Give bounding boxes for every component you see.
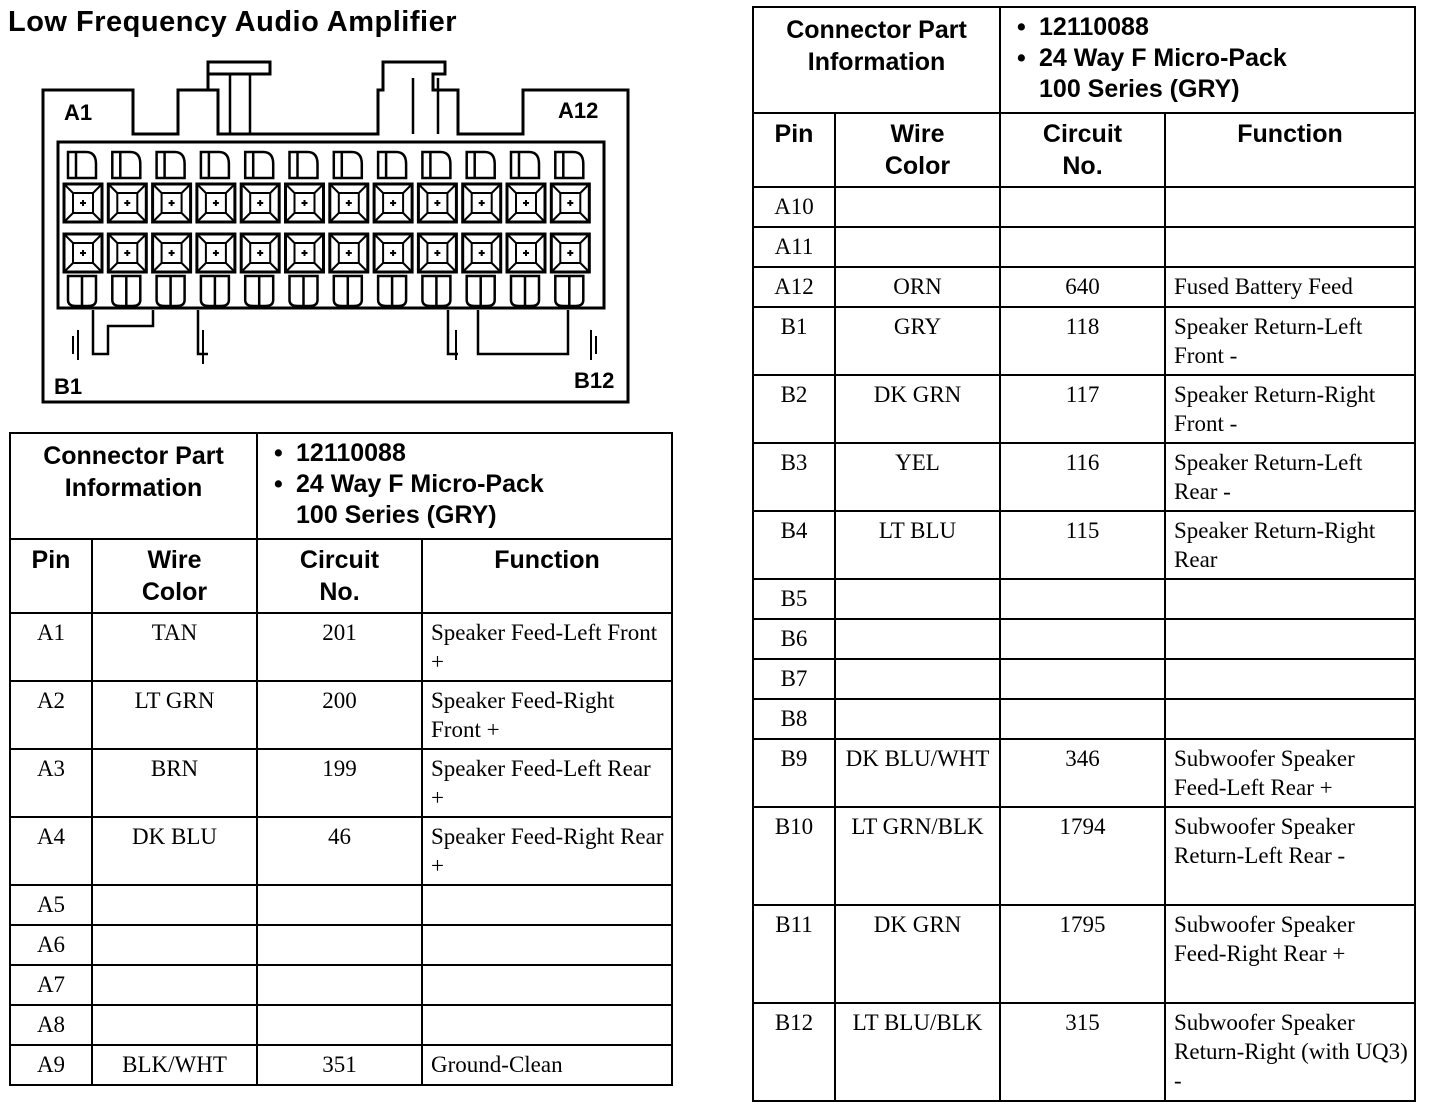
function-cell: Speaker Return-Left Rear - xyxy=(1165,443,1415,511)
corner-label-b12: B12 xyxy=(574,368,615,393)
pin-cell: B10 xyxy=(753,807,835,905)
table-row xyxy=(753,699,1415,739)
col-header-wire-color-text: Wire Color xyxy=(141,546,208,606)
table-row xyxy=(753,807,1415,905)
pin-latch-bottom xyxy=(511,276,539,306)
circuit-no-cell: 640 xyxy=(1000,267,1165,307)
table-row xyxy=(10,681,672,749)
pin-latch-top xyxy=(112,152,140,178)
pin-cell: B8 xyxy=(753,699,835,739)
wire-color-cell: DK GRN xyxy=(835,375,1000,443)
function-cell: Ground-Clean xyxy=(422,1045,672,1085)
col-header-function: Function xyxy=(1165,113,1415,187)
pin-terminal-detail xyxy=(330,184,368,222)
function-cell: Speaker Feed-Right Front + xyxy=(422,681,672,749)
part-description: 24 Way F Micro-Pack xyxy=(296,470,544,498)
pin-latch-bottom xyxy=(201,276,229,306)
right-pinout-table xyxy=(752,6,1416,1102)
pin-latch-bottom xyxy=(467,276,495,306)
connector-housing-outline xyxy=(43,62,628,402)
pin-latch-bottom xyxy=(334,276,362,306)
table-row xyxy=(10,885,672,925)
bullet-icon: • xyxy=(1017,13,1026,41)
wire-color-cell xyxy=(92,925,257,965)
pin-terminal-detail xyxy=(286,184,324,222)
function-cell: Subwoofer Speaker Feed-Right Rear + xyxy=(1165,905,1415,1003)
pin-cell: A7 xyxy=(10,965,92,1005)
corner-label-a12: A12 xyxy=(558,98,599,123)
connector-part-info xyxy=(1000,7,1415,113)
wire-color-cell: TAN xyxy=(92,613,257,681)
circuit-no-cell xyxy=(1000,227,1165,267)
col-header-circuit-no-text: Circuit No. xyxy=(1042,120,1123,180)
function-cell xyxy=(422,885,672,925)
circuit-no-cell: 117 xyxy=(1000,375,1165,443)
circuit-no-cell: 116 xyxy=(1000,443,1165,511)
function-cell xyxy=(1165,187,1415,227)
wire-color-cell: LT BLU/BLK xyxy=(835,1003,1000,1101)
function-cell: Subwoofer Speaker Return-Right (with UQ3) - xyxy=(1165,1003,1415,1101)
pin-cell: B4 xyxy=(753,511,835,579)
function-cell xyxy=(1165,227,1415,267)
pin-terminal-detail xyxy=(108,184,146,222)
bullet-icon: • xyxy=(274,439,283,467)
pin-terminal-detail xyxy=(64,184,102,222)
corner-label-b1: B1 xyxy=(54,374,83,399)
connector-part-label: Connector Part Information xyxy=(10,433,257,539)
pin-latch-top xyxy=(290,152,318,178)
pin-latch-top xyxy=(201,152,229,178)
circuit-no-cell: 201 xyxy=(257,613,422,681)
pin-terminal-detail xyxy=(551,184,589,222)
pin-terminal-detail xyxy=(241,234,279,272)
pin-terminal-detail xyxy=(153,184,191,222)
col-header-wire-color xyxy=(835,113,1000,187)
table-row xyxy=(10,925,672,965)
pin-terminal-detail xyxy=(463,184,501,222)
pin-cell: B9 xyxy=(753,739,835,807)
table-row xyxy=(10,1045,672,1085)
circuit-no-cell: 1795 xyxy=(1000,905,1165,1003)
pin-cell: B2 xyxy=(753,375,835,443)
table-row xyxy=(753,227,1415,267)
pin-terminal-detail xyxy=(374,184,412,222)
pin-cell: A4 xyxy=(10,817,92,885)
wire-color-cell: LT BLU xyxy=(835,511,1000,579)
pin-terminal-detail xyxy=(286,234,324,272)
wire-color-cell xyxy=(92,885,257,925)
pin-latch-top xyxy=(68,152,96,178)
circuit-no-cell xyxy=(1000,659,1165,699)
function-cell xyxy=(1165,659,1415,699)
wire-color-cell: ORN xyxy=(835,267,1000,307)
function-cell xyxy=(422,1005,672,1045)
table-row xyxy=(753,905,1415,1003)
wire-color-cell: YEL xyxy=(835,443,1000,511)
function-cell: Speaker Return-Left Front - xyxy=(1165,307,1415,375)
circuit-no-cell xyxy=(1000,187,1165,227)
circuit-no-cell xyxy=(257,885,422,925)
circuit-no-cell xyxy=(257,1005,422,1045)
table-row xyxy=(10,817,672,885)
circuit-no-cell: 346 xyxy=(1000,739,1165,807)
pin-terminal-detail xyxy=(418,234,456,272)
left-pinout-table xyxy=(9,432,673,1086)
pin-latch-bottom xyxy=(378,276,406,306)
pin-cell: A5 xyxy=(10,885,92,925)
corner-label-a1: A1 xyxy=(64,100,93,125)
table-row xyxy=(753,1003,1415,1101)
pin-cell: A8 xyxy=(10,1005,92,1045)
col-header-pin: Pin xyxy=(10,539,92,613)
col-header-wire-color xyxy=(92,539,257,613)
wire-color-cell: DK BLU/WHT xyxy=(835,739,1000,807)
pin-latch-bottom xyxy=(290,276,318,306)
wire-color-cell: GRY xyxy=(835,307,1000,375)
function-cell: Subwoofer Speaker Return-Left Rear - xyxy=(1165,807,1415,905)
pin-cell: A1 xyxy=(10,613,92,681)
pin-terminal-detail xyxy=(418,184,456,222)
pin-cell: B5 xyxy=(753,579,835,619)
circuit-no-cell xyxy=(257,925,422,965)
col-header-pin: Pin xyxy=(753,113,835,187)
pin-latch-top xyxy=(378,152,406,178)
table-row xyxy=(753,307,1415,375)
function-cell: Speaker Return-Right Front - xyxy=(1165,375,1415,443)
bullet-icon: • xyxy=(1017,44,1026,72)
circuit-no-cell: 46 xyxy=(257,817,422,885)
circuit-no-cell: 199 xyxy=(257,749,422,817)
pin-terminal-detail xyxy=(64,234,102,272)
connector-part-info xyxy=(257,433,672,539)
pin-cell: A2 xyxy=(10,681,92,749)
pin-terminal-detail xyxy=(551,234,589,272)
table-row xyxy=(753,619,1415,659)
part-description: 24 Way F Micro-Pack xyxy=(1039,44,1287,72)
wire-color-cell: LT GRN/BLK xyxy=(835,807,1000,905)
wire-color-cell xyxy=(835,619,1000,659)
table-row xyxy=(10,749,672,817)
table-row xyxy=(753,659,1415,699)
wire-color-cell xyxy=(92,1005,257,1045)
col-header-function: Function xyxy=(422,539,672,613)
col-header-circuit-no xyxy=(1000,113,1165,187)
connector-part-label: Connector Part Information xyxy=(753,7,1000,113)
pin-terminal-detail xyxy=(507,234,545,272)
function-cell xyxy=(1165,579,1415,619)
pin-terminal-detail xyxy=(108,234,146,272)
table-row xyxy=(753,187,1415,227)
pin-terminal-detail xyxy=(241,184,279,222)
col-header-circuit-no-text: Circuit No. xyxy=(299,546,380,606)
table-row xyxy=(10,1005,672,1045)
pin-cell: B3 xyxy=(753,443,835,511)
table-row xyxy=(753,511,1415,579)
table-row xyxy=(10,613,672,681)
table-row xyxy=(753,739,1415,807)
function-cell xyxy=(422,925,672,965)
pin-latch-top xyxy=(157,152,185,178)
pin-latch-bottom xyxy=(422,276,450,306)
circuit-no-cell: 351 xyxy=(257,1045,422,1085)
pin-cell: B7 xyxy=(753,659,835,699)
table-row xyxy=(10,965,672,1005)
circuit-no-cell: 200 xyxy=(257,681,422,749)
function-cell: Speaker Return-Right Rear xyxy=(1165,511,1415,579)
wire-color-cell: LT GRN xyxy=(92,681,257,749)
page-title: Low Frequency Audio Amplifier xyxy=(8,6,457,38)
pin-terminal-detail xyxy=(507,184,545,222)
wire-color-cell xyxy=(835,227,1000,267)
wire-color-cell xyxy=(835,699,1000,739)
pin-latch-top xyxy=(422,152,450,178)
wire-color-cell: BLK/WHT xyxy=(92,1045,257,1085)
pin-terminal-detail xyxy=(153,234,191,272)
function-cell xyxy=(1165,699,1415,739)
col-header-circuit-no xyxy=(257,539,422,613)
pin-latch-top xyxy=(467,152,495,178)
wire-color-cell: BRN xyxy=(92,749,257,817)
connector-face-diagram xyxy=(38,54,638,414)
function-cell xyxy=(1165,619,1415,659)
pin-latch-top xyxy=(511,152,539,178)
wire-color-cell xyxy=(92,965,257,1005)
circuit-no-cell: 115 xyxy=(1000,511,1165,579)
pin-terminal-detail xyxy=(374,234,412,272)
wire-color-cell xyxy=(835,659,1000,699)
bullet-icon: • xyxy=(274,470,283,498)
table-row xyxy=(753,375,1415,443)
pin-cell: A3 xyxy=(10,749,92,817)
pin-terminal-detail xyxy=(197,184,235,222)
function-cell: Speaker Feed-Left Rear + xyxy=(422,749,672,817)
pin-cell: B11 xyxy=(753,905,835,1003)
pin-latch-bottom xyxy=(245,276,273,306)
pin-latch-bottom xyxy=(68,276,96,306)
pin-terminal-detail xyxy=(197,234,235,272)
wire-color-cell: DK BLU xyxy=(92,817,257,885)
pin-latch-top xyxy=(334,152,362,178)
pin-latch-bottom xyxy=(112,276,140,306)
pin-latch-bottom xyxy=(157,276,185,306)
part-description-cont: 100 Series (GRY) xyxy=(296,501,497,529)
table-row xyxy=(753,579,1415,619)
circuit-no-cell xyxy=(1000,619,1165,659)
pin-cell: A9 xyxy=(10,1045,92,1085)
circuit-no-cell xyxy=(257,965,422,1005)
pin-cell: A12 xyxy=(753,267,835,307)
pin-cell: B12 xyxy=(753,1003,835,1101)
pin-terminal-detail xyxy=(463,234,501,272)
pin-grid xyxy=(64,152,589,306)
pin-cell: B1 xyxy=(753,307,835,375)
col-header-wire-color-text: Wire Color xyxy=(884,120,951,180)
part-number: 12110088 xyxy=(1039,13,1149,41)
table-row xyxy=(753,443,1415,511)
pin-terminal-detail xyxy=(330,234,368,272)
function-cell: Speaker Feed-Right Rear + xyxy=(422,817,672,885)
circuit-no-cell: 1794 xyxy=(1000,807,1165,905)
table-row xyxy=(753,267,1415,307)
circuit-no-cell xyxy=(1000,579,1165,619)
pin-cell: A11 xyxy=(753,227,835,267)
wire-color-cell xyxy=(835,187,1000,227)
circuit-no-cell xyxy=(1000,699,1165,739)
circuit-no-cell: 118 xyxy=(1000,307,1165,375)
pin-latch-bottom xyxy=(555,276,583,306)
part-number: 12110088 xyxy=(296,439,406,467)
pin-cell: B6 xyxy=(753,619,835,659)
pin-latch-top xyxy=(245,152,273,178)
pin-cell: A10 xyxy=(753,187,835,227)
function-cell: Speaker Feed-Left Front + xyxy=(422,613,672,681)
circuit-no-cell: 315 xyxy=(1000,1003,1165,1101)
function-cell xyxy=(422,965,672,1005)
function-cell: Fused Battery Feed xyxy=(1165,267,1415,307)
wire-color-cell xyxy=(835,579,1000,619)
wire-color-cell: DK GRN xyxy=(835,905,1000,1003)
pin-latch-top xyxy=(555,152,583,178)
pin-cell: A6 xyxy=(10,925,92,965)
part-description-cont: 100 Series (GRY) xyxy=(1039,75,1240,103)
function-cell: Subwoofer Speaker Feed-Left Rear + xyxy=(1165,739,1415,807)
